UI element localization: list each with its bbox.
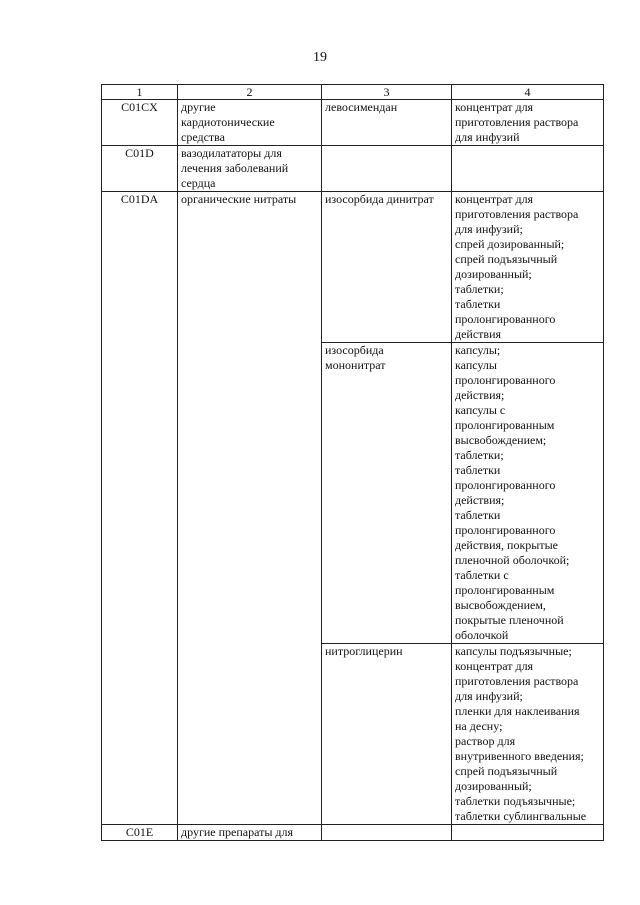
- table-row: [102, 825, 604, 841]
- drug-table: [101, 84, 604, 841]
- cell-line: действия, покрытые: [455, 538, 558, 552]
- forms-cell: [452, 343, 604, 644]
- cell-line: лечения заболеваний: [181, 161, 289, 175]
- cell-line: для инфузий: [455, 130, 520, 144]
- cell-line: спрей подъязычный: [455, 252, 558, 266]
- header-col-2: 2: [178, 85, 322, 100]
- header-col-3: 3: [322, 85, 452, 100]
- cell-line: концентрат для: [455, 659, 534, 673]
- substance-cell: [322, 644, 452, 825]
- cell-line: таблетки: [455, 297, 501, 311]
- table-row: [102, 146, 604, 192]
- cell-line: действия: [455, 327, 502, 341]
- cell-line: концентрат для: [455, 192, 534, 206]
- cell-line: таблетки: [455, 508, 501, 522]
- cell-line: внутривенного введения;: [455, 749, 584, 763]
- cell-line: пролонгированного: [455, 523, 556, 537]
- forms-cell: [452, 644, 604, 825]
- substance-cell: [322, 192, 452, 343]
- cell-line: таблетки с: [455, 568, 509, 582]
- cell-line: на десну;: [455, 719, 503, 733]
- cell-line: приготовления раствора: [455, 674, 579, 688]
- page-number: 19: [313, 50, 327, 65]
- cell-line: раствор для: [455, 734, 516, 748]
- cell-line: высвобождением;: [455, 433, 547, 447]
- cell-line: левосимендан: [325, 100, 398, 114]
- cell-line: капсулы: [455, 358, 497, 372]
- table-row: [102, 192, 604, 343]
- cell-line: приготовления раствора: [455, 207, 579, 221]
- substance-cell: [322, 100, 452, 146]
- forms-cell: [452, 100, 604, 146]
- group-cell: [178, 825, 322, 841]
- cell-line: изосорбида: [325, 343, 384, 357]
- cell-line: приготовления раствора: [455, 115, 579, 129]
- cell-line: сердца: [181, 176, 216, 190]
- header-col-4: 4: [452, 85, 604, 100]
- cell-line: действия;: [455, 493, 505, 507]
- cell-line: изосорбида динитрат: [325, 192, 434, 206]
- atc-code-cell: C01E: [102, 825, 178, 841]
- cell-line: для инфузий;: [455, 222, 523, 236]
- cell-line: капсулы подъязычные;: [455, 644, 572, 658]
- cell-line: пленочной оболочкой;: [455, 553, 570, 567]
- cell-line: оболочкой: [455, 628, 509, 642]
- cell-line: другие: [181, 100, 216, 114]
- cell-line: высвобождением,: [455, 598, 546, 612]
- cell-line: дозированный;: [455, 779, 532, 793]
- header-col-1: 1: [102, 85, 178, 100]
- cell-line: таблетки подъязычные;: [455, 794, 576, 808]
- atc-code-cell: C01CX: [102, 100, 178, 146]
- forms-cell: [452, 146, 604, 192]
- cell-line: спрей дозированный;: [455, 237, 565, 251]
- cell-line: пролонгированным: [455, 583, 555, 597]
- cell-line: спрей подъязычный: [455, 764, 558, 778]
- cell-line: органические нитраты: [181, 192, 297, 206]
- table-row: [102, 100, 604, 146]
- cell-line: таблетки;: [455, 282, 504, 296]
- atc-code-cell: C01DA: [102, 192, 178, 825]
- substance-cell: [322, 146, 452, 192]
- substance-cell: [322, 343, 452, 644]
- cell-line: таблетки: [455, 463, 501, 477]
- cell-line: кардиотонические: [181, 115, 275, 129]
- cell-line: капсулы с: [455, 403, 506, 417]
- group-cell: [178, 100, 322, 146]
- cell-line: мононитрат: [325, 358, 386, 372]
- cell-line: пролонгированного: [455, 312, 556, 326]
- cell-line: средства: [181, 130, 226, 144]
- header-row: [102, 85, 604, 100]
- cell-line: пролонгированным: [455, 418, 555, 432]
- cell-line: для инфузий;: [455, 689, 523, 703]
- forms-cell: [452, 192, 604, 343]
- group-cell: [178, 192, 322, 825]
- cell-line: пролонгированного: [455, 478, 556, 492]
- atc-code-cell: C01D: [102, 146, 178, 192]
- substance-cell: [322, 825, 452, 841]
- cell-line: капсулы;: [455, 343, 501, 357]
- cell-line: таблетки;: [455, 448, 504, 462]
- cell-line: дозированный;: [455, 267, 532, 281]
- cell-line: пленки для наклеивания: [455, 704, 580, 718]
- cell-line: покрытые пленочной: [455, 613, 564, 627]
- cell-line: другие препараты для: [181, 825, 294, 839]
- cell-line: вазодилататоры для: [181, 146, 282, 160]
- group-cell: [178, 146, 322, 192]
- cell-line: таблетки сублингвальные: [455, 809, 587, 823]
- forms-cell: [452, 825, 604, 841]
- cell-line: нитроглицерин: [325, 644, 403, 658]
- cell-line: концентрат для: [455, 100, 534, 114]
- cell-line: пролонгированного: [455, 373, 556, 387]
- cell-line: действия;: [455, 388, 505, 402]
